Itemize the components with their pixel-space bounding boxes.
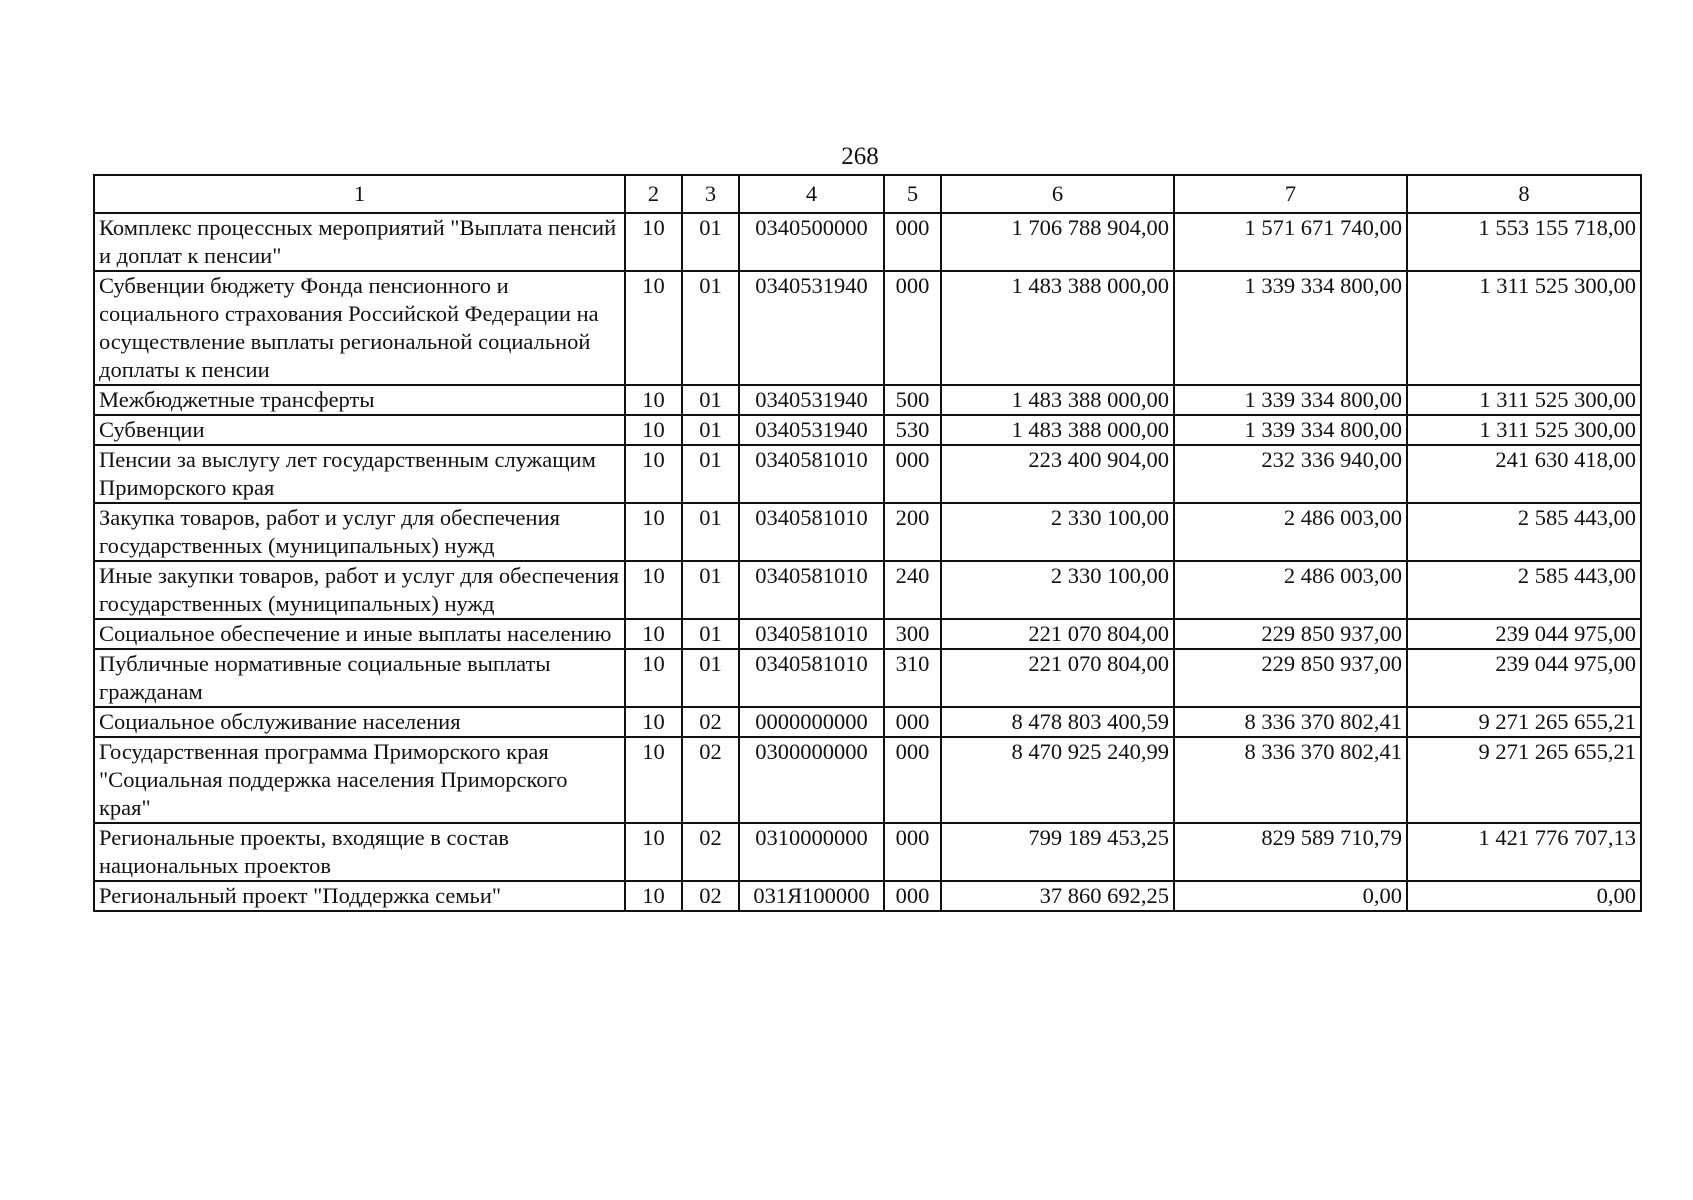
table-row <box>94 561 1641 619</box>
row-amount-7: 229 850 937,00 <box>1174 649 1407 707</box>
row-expense-type: 000 <box>884 823 941 881</box>
row-name: Пенсии за выслугу лет государственным служащим Приморского края <box>94 445 625 503</box>
row-target-code: 031Я100000 <box>739 881 884 911</box>
row-section: 10 <box>625 445 682 503</box>
row-expense-type: 000 <box>884 213 941 271</box>
row-section: 10 <box>625 385 682 415</box>
header-col-8: 8 <box>1407 175 1641 213</box>
row-amount-6: 221 070 804,00 <box>941 619 1174 649</box>
header-col-5: 5 <box>884 175 941 213</box>
row-amount-7: 1 571 671 740,00 <box>1174 213 1407 271</box>
row-subsection: 01 <box>682 385 739 415</box>
row-target-code: 0340581010 <box>739 561 884 619</box>
row-expense-type: 000 <box>884 445 941 503</box>
row-section: 10 <box>625 561 682 619</box>
row-amount-8: 1 311 525 300,00 <box>1407 385 1641 415</box>
row-subsection: 01 <box>682 503 739 561</box>
row-section: 10 <box>625 823 682 881</box>
row-amount-7: 2 486 003,00 <box>1174 503 1407 561</box>
row-name: Иные закупки товаров, работ и услуг для обеспечения государственных (муниципальных) нужд <box>94 561 625 619</box>
row-section: 10 <box>625 649 682 707</box>
table-row <box>94 415 1641 445</box>
row-amount-8: 9 271 265 655,21 <box>1407 737 1641 823</box>
row-amount-7: 2 486 003,00 <box>1174 561 1407 619</box>
row-target-code: 0340531940 <box>739 385 884 415</box>
header-col-7: 7 <box>1174 175 1407 213</box>
row-subsection: 02 <box>682 737 739 823</box>
row-amount-8: 1 421 776 707,13 <box>1407 823 1641 881</box>
row-name: Субвенции <box>94 415 625 445</box>
row-subsection: 01 <box>682 649 739 707</box>
table-row <box>94 619 1641 649</box>
table-row <box>94 271 1641 385</box>
row-section: 10 <box>625 707 682 737</box>
row-amount-7: 0,00 <box>1174 881 1407 911</box>
row-name: Региональный проект "Поддержка семьи" <box>94 881 625 911</box>
row-name: Социальное обеспечение и иные выплаты населению <box>94 619 625 649</box>
row-target-code: 0340581010 <box>739 503 884 561</box>
header-col-2: 2 <box>625 175 682 213</box>
header-row <box>94 175 1641 213</box>
row-amount-8: 2 585 443,00 <box>1407 561 1641 619</box>
row-amount-8: 2 585 443,00 <box>1407 503 1641 561</box>
row-amount-7: 229 850 937,00 <box>1174 619 1407 649</box>
row-amount-7: 1 339 334 800,00 <box>1174 271 1407 385</box>
header-col-4: 4 <box>739 175 884 213</box>
row-expense-type: 240 <box>884 561 941 619</box>
row-expense-type: 310 <box>884 649 941 707</box>
row-section: 10 <box>625 503 682 561</box>
row-target-code: 0000000000 <box>739 707 884 737</box>
table-row <box>94 503 1641 561</box>
row-target-code: 0340531940 <box>739 415 884 445</box>
row-amount-8: 1 311 525 300,00 <box>1407 415 1641 445</box>
row-amount-8: 1 311 525 300,00 <box>1407 271 1641 385</box>
table-row <box>94 213 1641 271</box>
row-section: 10 <box>625 881 682 911</box>
row-amount-7: 8 336 370 802,41 <box>1174 707 1407 737</box>
row-subsection: 01 <box>682 619 739 649</box>
page-number: 268 <box>841 143 879 170</box>
row-amount-7: 8 336 370 802,41 <box>1174 737 1407 823</box>
row-amount-7: 232 336 940,00 <box>1174 445 1407 503</box>
row-amount-8: 9 271 265 655,21 <box>1407 707 1641 737</box>
row-name: Межбюджетные трансферты <box>94 385 625 415</box>
row-amount-8: 0,00 <box>1407 881 1641 911</box>
table-row <box>94 737 1641 823</box>
row-amount-8: 239 044 975,00 <box>1407 619 1641 649</box>
row-target-code: 0300000000 <box>739 737 884 823</box>
row-subsection: 01 <box>682 271 739 385</box>
row-target-code: 0340531940 <box>739 271 884 385</box>
row-expense-type: 300 <box>884 619 941 649</box>
row-target-code: 0340581010 <box>739 619 884 649</box>
table-row <box>94 649 1641 707</box>
row-section: 10 <box>625 737 682 823</box>
header-col-3: 3 <box>682 175 739 213</box>
budget-table <box>93 174 1642 912</box>
row-name: Закупка товаров, работ и услуг для обеспечения государственных (муниципальных) нужд <box>94 503 625 561</box>
row-subsection: 02 <box>682 881 739 911</box>
row-target-code: 0340500000 <box>739 213 884 271</box>
row-target-code: 0310000000 <box>739 823 884 881</box>
row-amount-6: 8 470 925 240,99 <box>941 737 1174 823</box>
row-name: Комплекс процессных мероприятий "Выплата пенсий и доплат к пенсии" <box>94 213 625 271</box>
row-amount-8: 239 044 975,00 <box>1407 649 1641 707</box>
row-name: Государственная программа Приморского края "Социальная поддержка населения Приморского края" <box>94 737 625 823</box>
table-row <box>94 445 1641 503</box>
row-target-code: 0340581010 <box>739 445 884 503</box>
row-expense-type: 000 <box>884 271 941 385</box>
row-amount-6: 8 478 803 400,59 <box>941 707 1174 737</box>
table-row <box>94 707 1641 737</box>
row-amount-7: 829 589 710,79 <box>1174 823 1407 881</box>
row-amount-6: 221 070 804,00 <box>941 649 1174 707</box>
table-row <box>94 823 1641 881</box>
row-section: 10 <box>625 415 682 445</box>
row-amount-6: 1 483 388 000,00 <box>941 415 1174 445</box>
row-subsection: 02 <box>682 823 739 881</box>
row-name: Публичные нормативные социальные выплаты гражданам <box>94 649 625 707</box>
row-amount-6: 37 860 692,25 <box>941 881 1174 911</box>
row-expense-type: 200 <box>884 503 941 561</box>
row-amount-8: 241 630 418,00 <box>1407 445 1641 503</box>
row-subsection: 01 <box>682 561 739 619</box>
row-amount-6: 1 483 388 000,00 <box>941 271 1174 385</box>
row-subsection: 01 <box>682 213 739 271</box>
row-amount-6: 2 330 100,00 <box>941 561 1174 619</box>
row-name: Социальное обслуживание населения <box>94 707 625 737</box>
row-expense-type: 000 <box>884 707 941 737</box>
row-subsection: 02 <box>682 707 739 737</box>
row-amount-6: 2 330 100,00 <box>941 503 1174 561</box>
row-amount-6: 1 706 788 904,00 <box>941 213 1174 271</box>
row-amount-8: 1 553 155 718,00 <box>1407 213 1641 271</box>
row-subsection: 01 <box>682 445 739 503</box>
header-col-6: 6 <box>941 175 1174 213</box>
header-col-1: 1 <box>94 175 625 213</box>
table-row <box>94 881 1641 911</box>
row-amount-7: 1 339 334 800,00 <box>1174 385 1407 415</box>
row-amount-6: 223 400 904,00 <box>941 445 1174 503</box>
row-expense-type: 500 <box>884 385 941 415</box>
table-row <box>94 385 1641 415</box>
row-section: 10 <box>625 271 682 385</box>
row-amount-7: 1 339 334 800,00 <box>1174 415 1407 445</box>
row-amount-6: 799 189 453,25 <box>941 823 1174 881</box>
row-section: 10 <box>625 619 682 649</box>
row-name: Региональные проекты, входящие в состав национальных проектов <box>94 823 625 881</box>
row-expense-type: 000 <box>884 881 941 911</box>
row-amount-6: 1 483 388 000,00 <box>941 385 1174 415</box>
row-name: Субвенции бюджету Фонда пенсионного и социального страхования Российской Федерации на осуществление выплаты региональной социальной доплаты к пенсии <box>94 271 625 385</box>
row-expense-type: 000 <box>884 737 941 823</box>
row-target-code: 0340581010 <box>739 649 884 707</box>
row-expense-type: 530 <box>884 415 941 445</box>
row-section: 10 <box>625 213 682 271</box>
row-subsection: 01 <box>682 415 739 445</box>
